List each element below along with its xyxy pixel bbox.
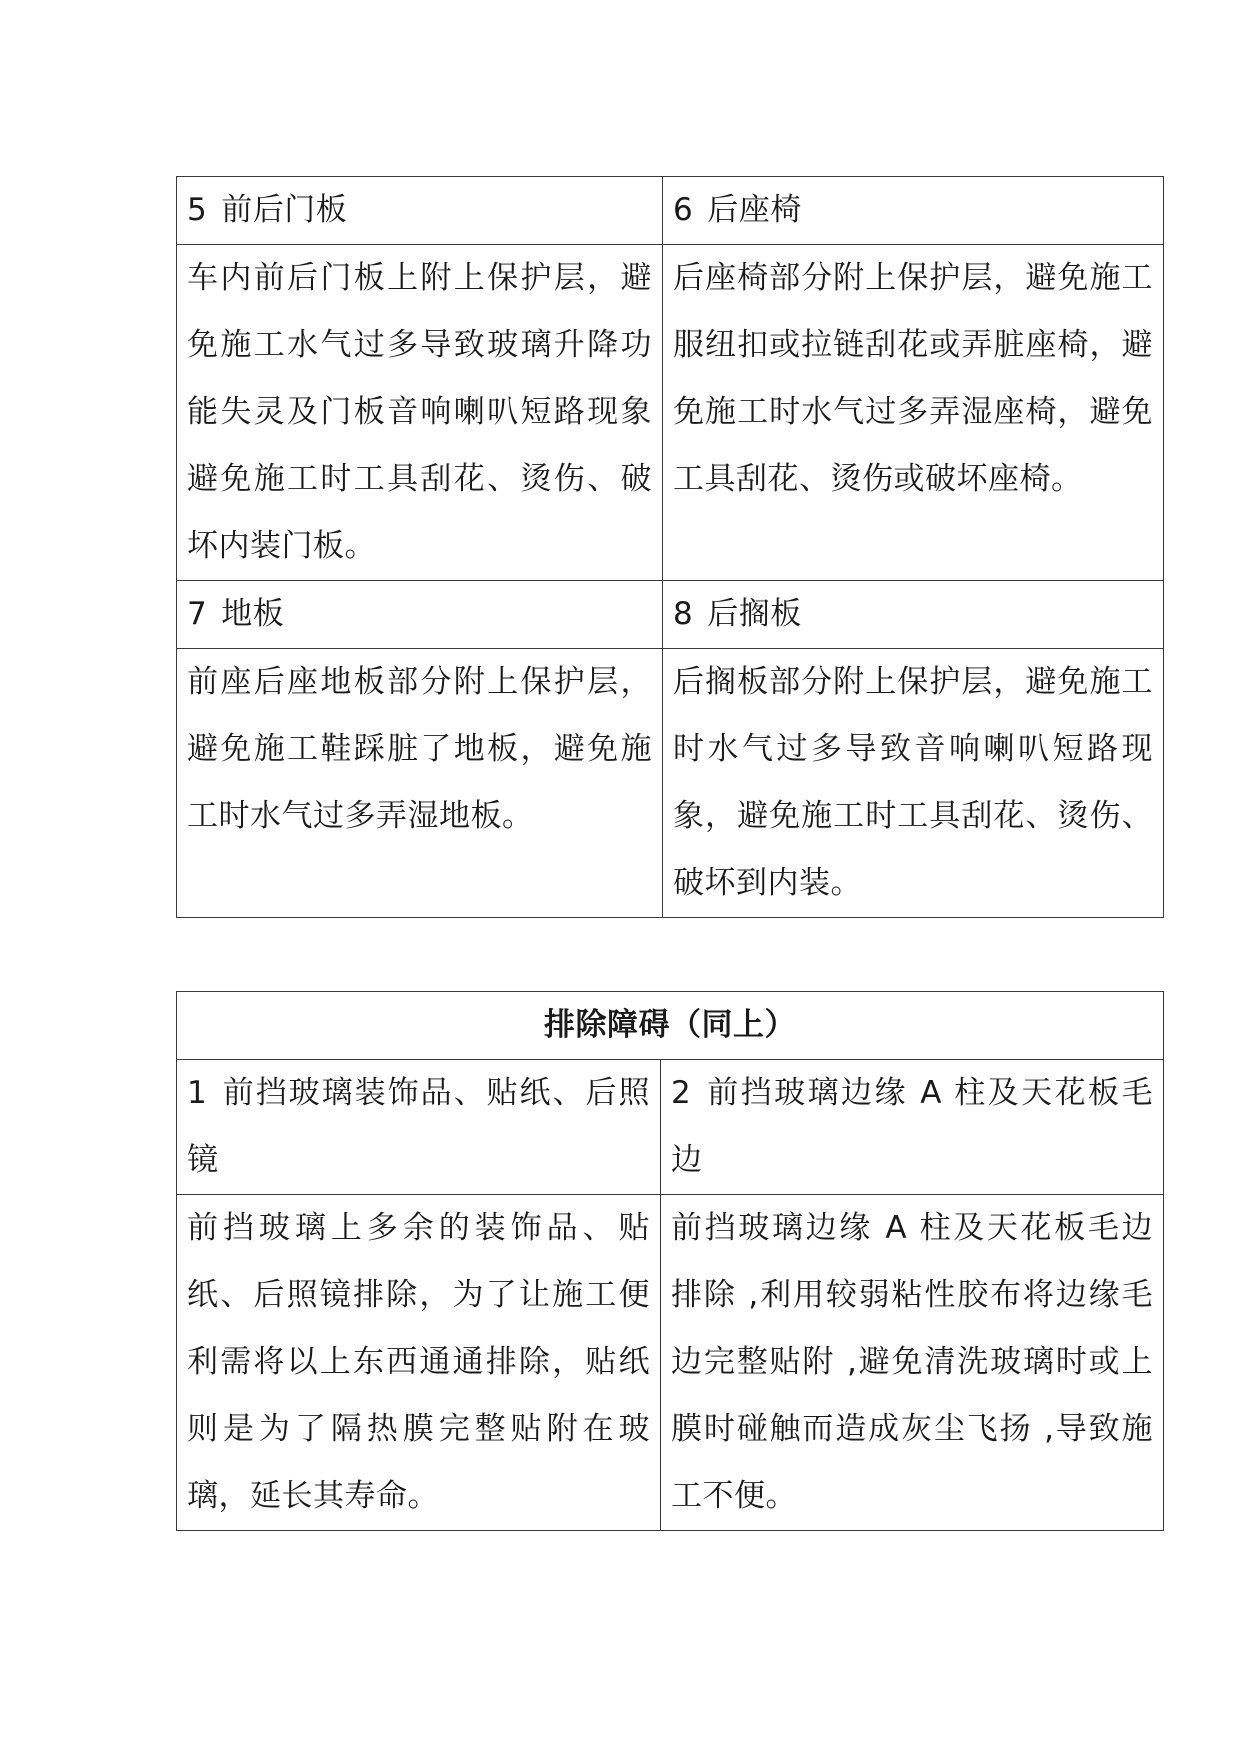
item-description-floor: 前座后座地板部分附上保护层，避免施工鞋踩脏了地板，避免施工时水气过多弄湿地板。 [177, 649, 663, 918]
item-number: 5 [187, 192, 208, 228]
table-row [177, 581, 1164, 649]
item-description-windshield-edges: 前挡玻璃边缘 A 柱及天花板毛边排除 ,利用较弱粘性胶布将边缘毛边完整贴附 ,避免清洗玻璃时或上膜时碰触而造成灰尘飞扬 ,导致施工不便。 [661, 1195, 1164, 1531]
obstacle-removal-table [176, 991, 1164, 1531]
item-title: 前挡玻璃装饰品、贴纸、后照镜 [187, 1075, 650, 1178]
table-row [177, 1195, 1164, 1531]
item-number: 6 [673, 192, 694, 228]
item-heading-rear-seat [663, 177, 1164, 245]
item-title: 后搁板 [707, 596, 802, 632]
table-row [177, 177, 1164, 245]
item-title: 前挡玻璃边缘 A 柱及天花板毛边 [671, 1075, 1153, 1178]
item-number: 1 [187, 1075, 208, 1111]
table-row [177, 649, 1164, 918]
item-heading-windshield-decorations [177, 1060, 661, 1195]
item-number: 7 [187, 596, 208, 632]
table-row [177, 1060, 1164, 1195]
item-heading-rear-shelf [663, 581, 1164, 649]
table-row [177, 992, 1164, 1060]
item-title: 后座椅 [707, 192, 802, 228]
item-description-windshield-decorations: 前挡玻璃上多余的装饰品、贴纸、后照镜排除，为了让施工便利需将以上东西通通排除，贴纸则是为了隔热膜完整贴附在玻璃，延长其寿命。 [177, 1195, 661, 1531]
item-heading-floor [177, 581, 663, 649]
item-heading-windshield-edges [661, 1060, 1164, 1195]
item-title: 地板 [221, 596, 285, 632]
item-title: 前后门板 [221, 192, 348, 228]
item-description-rear-shelf: 后搁板部分附上保护层，避免施工时水气过多导致音响喇叭短路现象，避免施工时工具刮花、烫伤、破坏到内装。 [663, 649, 1164, 918]
table-title: 排除障碍（同上） [177, 992, 1164, 1060]
item-heading-front-rear-door-panels [177, 177, 663, 245]
item-number: 2 [671, 1075, 692, 1111]
item-number: 8 [673, 596, 694, 632]
item-description-door-panels: 车内前后门板上附上保护层，避免施工水气过多导致玻璃升降功能失灵及门板音响喇叭短路现象避免施工时工具刮花、烫伤、破坏内装门板。 [177, 245, 663, 581]
table-row [177, 245, 1164, 581]
protection-table [176, 176, 1164, 918]
item-description-rear-seat: 后座椅部分附上保护层，避免施工服纽扣或拉链刮花或弄脏座椅，避免施工时水气过多弄湿座椅，避免工具刮花、烫伤或破坏座椅。 [663, 245, 1164, 581]
